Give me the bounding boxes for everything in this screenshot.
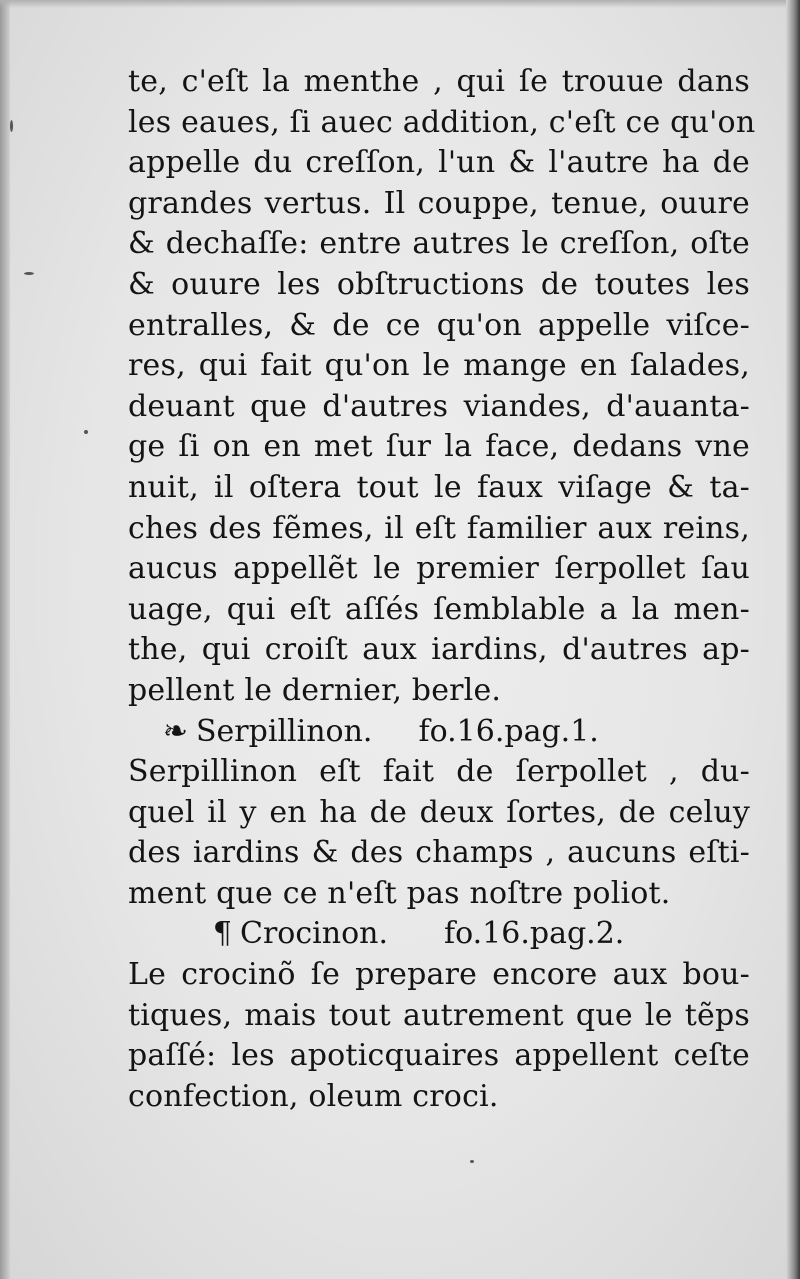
text-line: des iardins & des champs , aucuns eſti- — [128, 835, 750, 871]
section-crocinon — [128, 914, 750, 1117]
text-line: res, qui fait qu'on le mange en ſalades, — [128, 348, 750, 384]
text-line: appelle du creſſon, l'un & l'autre ha de — [128, 145, 750, 181]
section-heading — [128, 712, 750, 753]
text-line: ment que ce n'eſt pas noſtre poliot. — [128, 875, 671, 911]
text-line: & dechaſſe: entre autres le creſſon, oſte — [128, 226, 750, 262]
text-line: grandes vertus. Il couppe, tenue, ouure — [128, 185, 750, 221]
paper-speck — [84, 430, 88, 434]
text-line: nuit, il oſtera tout le faux viſage & ta- — [128, 469, 750, 505]
folio-reference: fo.16.pag.2. — [444, 916, 625, 952]
section-serpillinon — [128, 712, 750, 915]
text-line: uage, qui eſt aſſés ſemblable a la men- — [128, 591, 750, 627]
text-line: paſſé: les apoticquaires appellent ceſte — [128, 1038, 750, 1074]
paper-speck — [10, 120, 13, 132]
text-line: ge ſi on en met ſur la face, dedans vne — [128, 429, 750, 465]
section-title: Crocinon. — [240, 916, 388, 952]
page-gutter-shadow — [786, 0, 800, 1279]
page-top-edge-shadow — [0, 0, 800, 8]
body-text — [128, 62, 756, 1117]
text-line: confection, oleum croci. — [128, 1078, 499, 1114]
pilcrow-mark: ¶ — [212, 916, 232, 952]
text-line: aucus appellẽt le premier ſerpollet ſau — [128, 551, 750, 587]
text-line: pellent le dernier, berle. — [128, 672, 502, 708]
text-line: Le crocinõ ſe prepare encore aux bou- — [128, 957, 750, 993]
section-title: Serpillinon. — [196, 713, 373, 749]
folio-reference: fo.16.pag.1. — [418, 713, 599, 749]
text-line: ches des fẽmes, il eſt familier aux reins, — [128, 510, 750, 546]
text-line: tiques, mais tout autrement que le tẽps — [128, 997, 750, 1033]
text-line: te, c'eſt la menthe , qui ſe trouue dans — [128, 64, 750, 99]
page-left-edge-shadow — [0, 0, 10, 1279]
text-line: & ouure les obſtructions de toutes les — [128, 266, 750, 302]
text-line: quel il y en ha de deux ſortes, de celuy — [128, 794, 750, 830]
paper-speck — [24, 272, 34, 275]
section-heading — [128, 914, 750, 955]
text-line: Serpillinon eſt fait de ſerpollet , du- — [128, 754, 750, 790]
text-line: les eaues, ſi auec addition, c'eſt ce qu'on — [128, 104, 756, 140]
fleuron-ornament: ❧ — [162, 713, 188, 749]
text-line: deuant que d'autres viandes, d'auanta- — [128, 388, 750, 424]
text-line: entralles, & de ce qu'on appelle viſce- — [128, 307, 750, 343]
paragraph-mint-cress — [128, 62, 756, 712]
paper-speck — [470, 1160, 474, 1163]
text-line: the, qui croiſt aux iardins, d'autres ap- — [128, 632, 750, 668]
